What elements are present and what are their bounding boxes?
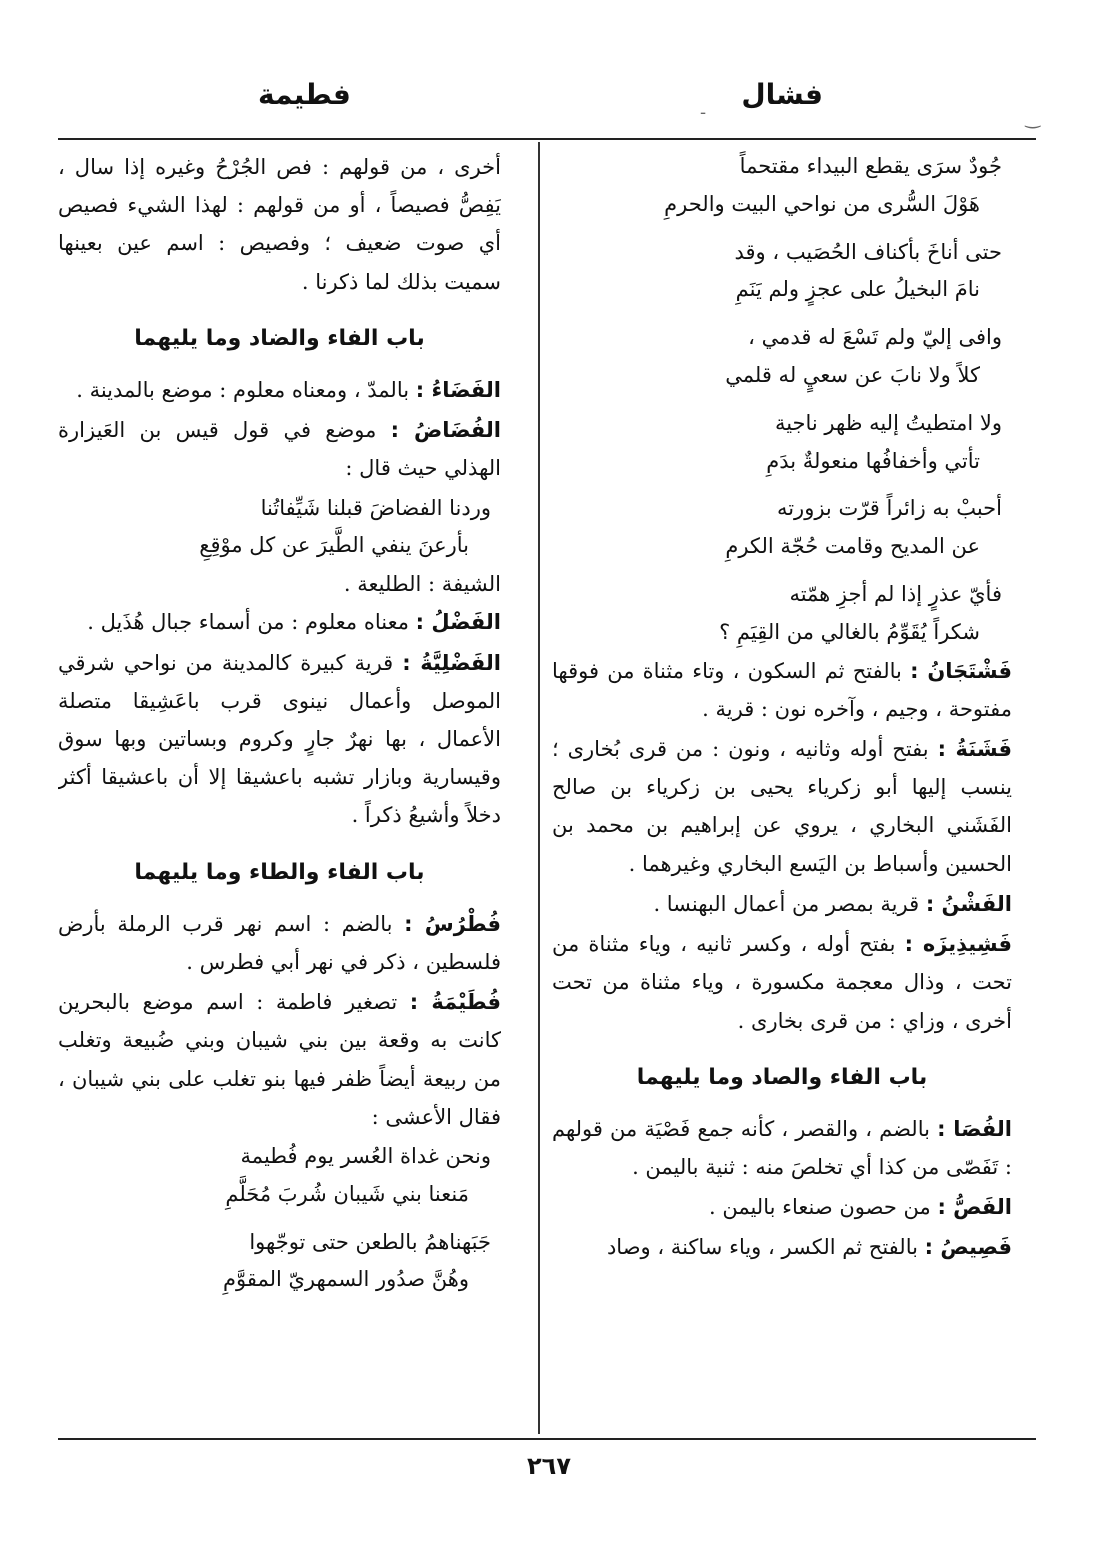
entry-text: بالفتح ثم السكون ، وتاء مثناة من فوقها مفتوحة ، وجيم ، وآخره نون : قرية . [552,658,1012,721]
entry-alfusa [552,1110,1012,1186]
entry-text: بالضم : اسم نهر قرب الرملة بأرض فلسطين ، ذكر في نهر أبي فطرس . [58,911,501,974]
left-running-head: فطيمة [258,78,351,111]
entry-alfudad [58,411,501,487]
section-title: باب الفاء والصاد وما يليهما [636,1064,928,1090]
left-column [58,148,501,1430]
entry-headword: الفَضْلِيَّةُ : [402,650,501,675]
opening-text: أخرى ، من قولهم : فص الجُرْحُ وغيره إذا سال ، يَفِصُّ فصيصاً ، أو من قولهم : لهذا الشيء فصيص أي صوت ضعيف ؛ وفصيص : اسم عين بعينها سميت بذلك لما ذكرنا . [58,155,501,294]
left-verse-block-1 [58,490,501,566]
entry-text: قرية بمصر من أعمال البهنسا . [653,891,920,916]
entry-headword: الفُصَا : [937,1116,1012,1141]
entry-headword: الفَضْلُ : [415,610,501,635]
entry-alfada [58,371,501,409]
entry-fasis [552,1228,1012,1266]
bottom-rule [58,1438,1036,1440]
gloss-note [58,565,501,603]
verse-gap [552,566,1012,576]
verse-line: عن المديح وقامت حُجّة الكرمِ [725,534,980,559]
entry-fashidhiza [552,925,1012,1040]
entry-fashana [552,730,1012,883]
verse-line: فأيّ عذرٍ إذا لم أجزِ همّته [789,581,1002,606]
entry-alfashn [552,885,1012,923]
entry-text: قرية كبيرة كالمدينة من نواحي شرقي الموصل وأعمال نينوى قرب باعَشِيقا متصلة الأعمال ، بها نهرٌ جارٍ وكروم وبساتين وبها سوق وقيسارية وبازار تشبه باعشيقا إلا أن باعشيقا أكثر دخلاً وأشيعُ ذكراً . [58,650,501,828]
entry-headword: الفُضَاضُ : [390,418,501,443]
verse-line: مَنعنا بني شَيبان شُربَ مُحَلَّمِ [225,1181,469,1206]
verse-line: أحببْ به زائراً قرّت بزورته [776,496,1002,521]
verse-line: كلاً ولا نابَ عن سعيٍ له قلمي [725,362,980,387]
verse-line: جَبَهناهمُ بالطعن حتى توجّهوا [249,1229,491,1254]
verse-line: ونحن غداة العُسر يوم فُطيمة [240,1144,491,1169]
header-mark-mid: - [700,102,707,123]
section-title: باب الفاء والطاء وما يليهما [134,859,425,885]
entry-headword: فُطْرُسُ : [404,911,501,936]
page-number: ٢٦٧ [527,1452,571,1480]
note-text: الشيفة : الطليعة . [343,572,501,597]
verse-gap [552,309,1012,319]
entry-fashtajan [552,652,1012,728]
entry-alfadl [58,603,501,641]
entry-text: بالمدّ ، ومعناه معلوم : موضع بالمدينة . [76,377,410,402]
entry-text: من حصون صنعاء باليمن . [708,1195,931,1220]
verse-gap [552,224,1012,234]
entry-headword: فَشِيذِيزَه : [904,932,1012,957]
entry-text: موضع في قول قيس بن العَيزارة الهذلي حيث قال : [58,418,501,481]
verse-line: تأتي وأخفافُها منعولةٌ بدَمِ [766,448,980,473]
verse-gap [552,395,1012,405]
verse-line: بأرعنَ ينفي الطَّيرَ عن كل موْقِعِ [199,533,469,558]
verse-line: وهُنَّ صدُور السمهريّ المقوَّمِ [222,1267,469,1292]
entry-headword: فَشْتَجَانُ : [910,658,1012,683]
section-title: باب الفاء والضاد وما يليهما [134,325,425,351]
right-verse-block [552,148,1012,652]
entry-futrus [58,905,501,981]
verse-line: جُودٌ سرَى يقطع البيداء مقتحماً [739,154,1002,178]
verse-gap [58,1214,501,1224]
verse-line: وافى إليّ ولم تَسْعَ له قدمي ، [748,325,1002,350]
entry-headword: الفَصُّ : [937,1195,1012,1220]
verse-line: ولا امتطيتُ إليه ظهر ناجية [774,410,1002,435]
header-mark-right: ‿ [1025,108,1040,129]
verse-line: حتى أناخَ بأكناف الحُصَيب ، وقد [734,239,1002,264]
entry-alfadliyya [58,644,501,835]
entry-headword: فَصِيصُ : [924,1235,1012,1260]
verse-line: نامَ البخيلُ على عجزٍ ولم يَنَمِ [735,277,980,302]
entry-headword: الفَضَاءُ : [415,377,501,402]
entry-text: بفتح أوله وثانيه ، ونون : من قرى بُخارى ؛ ينسب إليها أبو زكرياء يحيى بن زكرياء بن صالح الفَشَني البخاري ، يروي عن إبراهيم بن محمد بن الحسين وأسباط بن اليَسع البخاري وغيرهما . [552,737,1012,876]
continued-text [58,148,501,301]
entry-text: معناه معلوم : من أسماء جبال هُذَيل . [87,610,409,635]
verse-line: هَوْلَ السُّرى من نواحي البيت والحرمِ [664,191,980,216]
entry-headword: الفَشْنُ : [925,891,1012,916]
entry-headword: فُطَيْمَةُ : [409,990,501,1015]
top-rule [58,138,1036,140]
column-divider [538,142,540,1434]
verse-line: وردنا الفضاضَ قبلنا شَيِّفاتُنا [260,495,491,520]
right-column [552,148,1012,1430]
entry-text: بالفتح ثم الكسر ، وياء ساكنة ، وصاد [606,1235,918,1260]
entry-headword: فَشَنَةُ : [937,737,1012,761]
left-verse-block-2 [58,1138,501,1299]
right-running-head: فشال [741,78,823,111]
entry-futayma [58,983,501,1136]
entry-text: بالضم ، والقصر ، كأنه جمع فَصْيَة من قولهم : تَفَصّى من كذا أي تخلصَ منه : ثنية باليمن . [552,1116,1012,1179]
verse-gap [552,480,1012,490]
entry-text: تصغير فاطمة : اسم موضع بالبحرين كانت به وقعة بين بني شيبان وبني ضُبيعة وتغلب من ربيعة أيضاً ظفر فيها بنو تغلب على بني شيبان ، فقال الأعشى : [58,990,501,1129]
entry-text: بفتح أوله ، وكسر ثانيه ، وياء مثناة من تحت ، وذال معجمة مكسورة ، وياء مثناة من تحت أخرى ، وزاي : من قرى بخارى . [552,932,1012,1033]
entry-alfass [552,1188,1012,1226]
verse-line: شكراً يُقَوِّمُ بالغالي من القِيَمِ ؟ [719,619,980,644]
